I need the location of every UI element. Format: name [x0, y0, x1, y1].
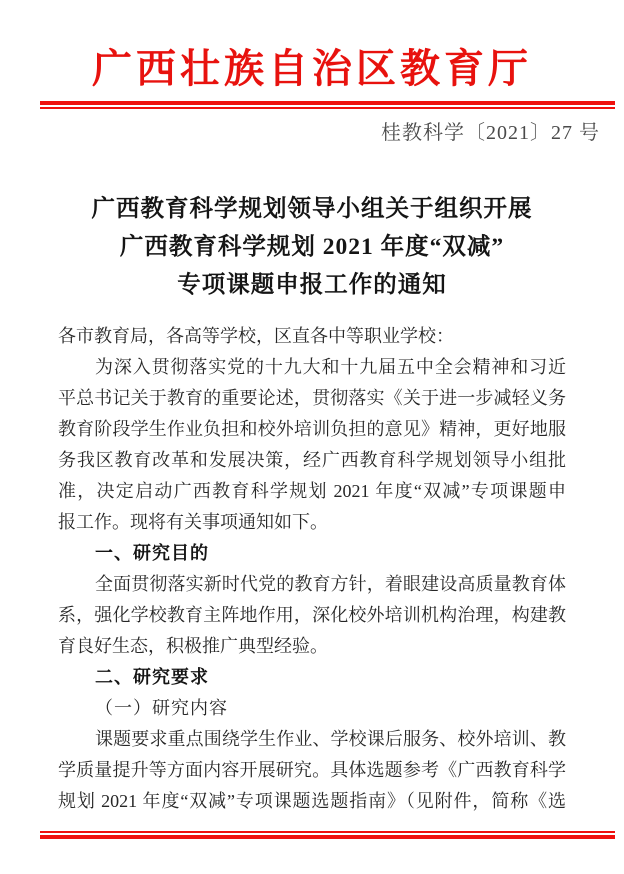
text-line: 准，决定启动广西教育科学规划 2021 年度“双减”专项课题申	[58, 481, 566, 501]
block-paragraph	[58, 724, 566, 817]
text-line: 系，强化学校教育主阵地作用，深化校外培训机构治理，构建教	[58, 605, 566, 625]
text-line: 一、研究目的	[95, 543, 209, 563]
document-body	[58, 321, 566, 817]
notice-title-line: 广西教育科学规划领导小组关于组织开展	[91, 196, 533, 222]
text-line: 平总书记关于教育的重要论述，贯彻落实《关于进一步减轻义务	[58, 388, 566, 408]
red-separator-bottom	[40, 831, 615, 839]
block-heading1	[58, 662, 566, 693]
text-line: 育良好生态，积极推广典型经验。	[58, 636, 328, 656]
block-heading2	[58, 693, 566, 724]
text-line: 报工作。现将有关事项通知如下。	[58, 512, 328, 532]
text-line: 全面贯彻落实新时代党的教育方针，着眼建设高质量教育体	[95, 574, 566, 594]
block-paragraph	[58, 352, 566, 538]
text-line: 各市教育局，各高等学校，区直各中等职业学校：	[58, 326, 454, 346]
text-line: （一）研究内容	[95, 698, 228, 718]
text-line: 学质量提升等方面内容开展研究。具体选题参考《广西教育科学	[58, 760, 566, 780]
red-separator-top	[40, 101, 615, 109]
agency-header: 广西壮族自治区教育厅	[92, 46, 532, 91]
text-line: 课题要求重点围绕学生作业、学校课后服务、校外培训、教	[95, 729, 566, 749]
block-salutation	[58, 321, 566, 352]
doc-number: 桂教科学〔2021〕27 号	[381, 122, 600, 144]
notice-title	[0, 190, 624, 304]
text-line: 教育阶段学生作业负担和校外培训负担的意见》精神，更好地服	[58, 419, 566, 439]
notice-title-line: 广西教育科学规划 2021 年度“双减”	[119, 234, 505, 260]
block-heading1	[58, 538, 566, 569]
text-line: 务我区教育改革和发展决策，经广西教育科学规划领导小组批	[58, 450, 566, 470]
text-line: 为深入贯彻落实党的十九大和十九届五中全会精神和习近	[95, 357, 566, 377]
block-paragraph	[58, 569, 566, 662]
text-line: 规划 2021 年度“双减”专项课题选题指南》（见附件，简称《选	[58, 791, 566, 811]
notice-title-line: 专项课题申报工作的通知	[177, 272, 447, 298]
text-line: 二、研究要求	[95, 667, 209, 687]
